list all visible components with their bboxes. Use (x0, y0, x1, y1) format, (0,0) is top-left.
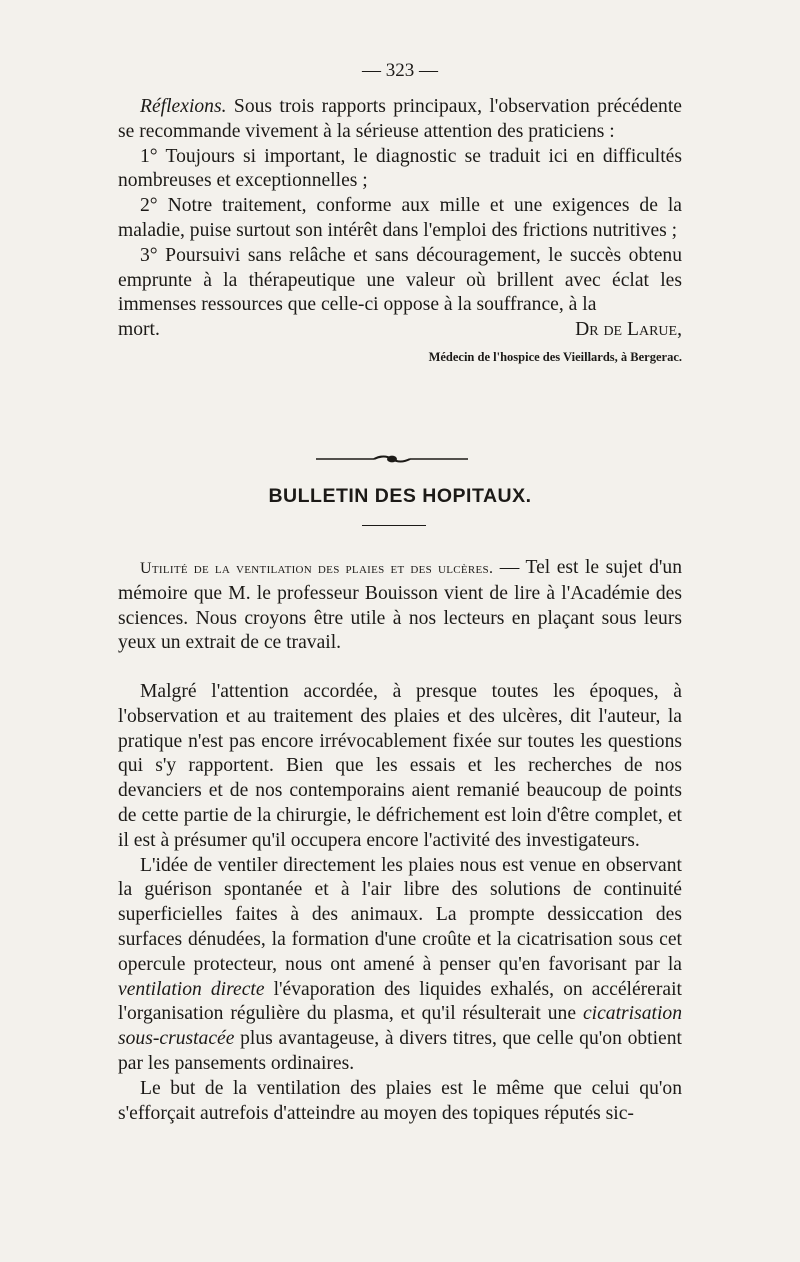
reflexions-lead: Réflexions. (140, 96, 227, 117)
ornament-divider (316, 452, 468, 466)
reflexions-intro: Sous trois rapports principaux, l'observation précédente se recommande vivement à la sérieuse attention des praticiens : (118, 96, 682, 142)
article-paragraph-1: Malgré l'attention accordée, à presque toutes les époques, à l'observation et au traitement des plaies et des ulcères, dit l'auteur, la pratique n'est pas encore irrévocablement fixée sur toutes les questions qui s'y rapportent. Bien que les essais et les recherches de nos devanciers et de nos contemporains aient remanié beaucoup de points de cette partie de la chirurgie, le défrichement est loin d'être complet, et il est à présumer qu'il occupera encore l'activité des investigateurs. (118, 681, 682, 851)
section-heading: BULLETIN DES HOPITAUX. (268, 485, 532, 507)
page-number: — 323 — (362, 60, 438, 81)
reflexions-point-3: 3° Poursuivi sans relâche et sans découragement, le succès obtenu emprunte à la thérapeutique une valeur où brillent avec éclat les immenses ressources que celle-ci oppose à la souffrance, à la (118, 244, 682, 316)
article-paragraph-2-part-b: l'évaporation des liquides exhalés, on accélérerait l'organisation régulière du plasma, et qu'il résulterait une (118, 978, 682, 1025)
reflexions-point-2: 2° Notre traitement, conforme aux mille et une exigences de la maladie, puise surtout son intérêt dans l'emploi des frictions nutritives ; (118, 195, 682, 241)
article-emphasis-ventilation: ventilation directe (118, 978, 265, 1000)
reflexions-point-1: 1° Toujours si important, le diagnostic se traduit ici en difficultés nombreuses et exceptionnelles ; (118, 145, 682, 192)
reflexions-last-word: mort. (118, 319, 160, 341)
article-paragraph-2-part-a: L'idée de ventiler directement les plaies nous est venue en observant la guérison spontanée et à l'air libre des solutions de continuité superficielles faites à des animaux. La prompte dessiccation des surfaces dénudées, la formation d'une croûte et la cicatrisation sous cet opercule protecteur, nous ont amené à penser qu'en favorisant par la (118, 854, 682, 975)
article-body (118, 680, 682, 1126)
article-paragraph-2-part-c: plus avantageuse, à divers titres, que celle qu'on obtient par les pansements ordinaires. (118, 1028, 682, 1074)
reflexions-section (118, 95, 682, 370)
reflexions-signature-line (118, 318, 682, 343)
reflexions-intro-paragraph (118, 95, 682, 145)
article-intro: — Tel est le sujet d'un mémoire que M. le professeur Bouisson vient de lire à l'Académie des sciences. Nous croyons être utile à nos lecteurs en plaçant sous leurs yeux un extrait de ce travail. (118, 557, 682, 654)
author-signature: Dr de Larue, (575, 319, 682, 341)
article-intro-block (118, 556, 682, 656)
article-paragraph-3: Le but de la ventilation des plaies est le même que celui qu'on s'efforçait autrefois d'atteindre au moyen des topiques réputés sic- (118, 1077, 682, 1124)
article-intro-paragraph (118, 556, 682, 656)
heading-rule (362, 525, 426, 526)
article-title: Utilité de la ventilation des plaies et des ulcères. (140, 560, 494, 577)
article-emphasis-cicatrisation: cicatrisation sous-crustacée (118, 1003, 682, 1050)
author-affiliation: Médecin de l'hospice des Vieillards, à Bergerac. (428, 349, 682, 364)
article-paragraph-2 (118, 854, 682, 1077)
